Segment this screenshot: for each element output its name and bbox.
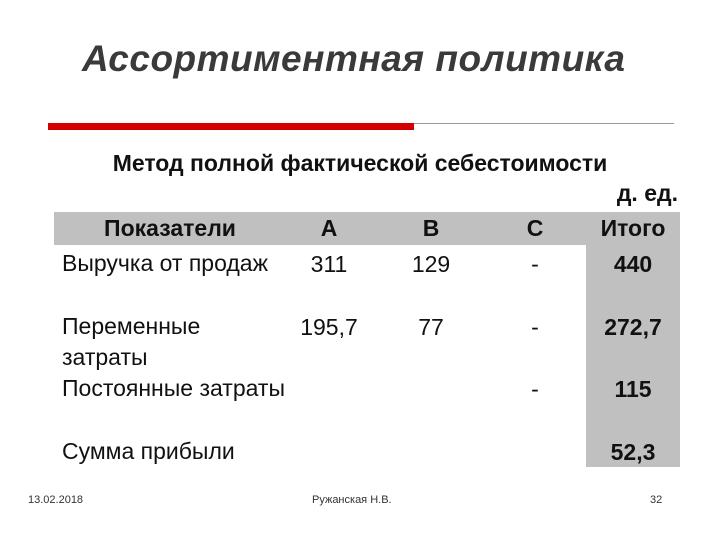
- slide-subtitle: Метод полной фактической себестоимости: [112, 150, 608, 176]
- cell-c-variable-costs: -: [531, 314, 539, 340]
- cell-b-variable-costs: 77: [418, 314, 444, 340]
- row-label-profit: Сумма прибыли: [62, 438, 235, 464]
- cell-a-revenue: 311: [310, 251, 348, 277]
- cell-total-revenue: 440: [613, 251, 653, 277]
- header-total: Итого: [600, 215, 666, 241]
- header-a: A: [320, 215, 338, 241]
- header-c: C: [526, 215, 544, 241]
- cell-total-variable-costs: 272,7: [604, 314, 662, 340]
- footer-date: 13.02.2018: [28, 494, 84, 506]
- accent-rule: [48, 123, 414, 130]
- cell-total-fixed-costs: 115: [614, 376, 652, 402]
- total-column-shade: [586, 245, 680, 467]
- row-label-variable-costs: Переменные затраты: [62, 313, 201, 370]
- header-indicators: Показатели: [104, 215, 236, 241]
- slide-title: Ассортиментная политика: [82, 38, 626, 79]
- footer-page-number: 32: [650, 494, 663, 506]
- row-label-fixed-costs: Постоянные затраты: [62, 375, 285, 401]
- cell-c-fixed-costs: -: [531, 376, 539, 402]
- cell-c-revenue: -: [531, 251, 539, 277]
- cell-b-revenue: 129: [411, 251, 451, 277]
- row-label-revenue: Выручка от продаж: [62, 250, 268, 276]
- cell-total-profit: 52,3: [610, 439, 656, 465]
- cell-a-variable-costs: 195,7: [300, 314, 358, 340]
- footer-author: Ружанская Н.В.: [312, 494, 392, 506]
- header-b: B: [422, 215, 440, 241]
- units-label: д. ед.: [616, 180, 678, 206]
